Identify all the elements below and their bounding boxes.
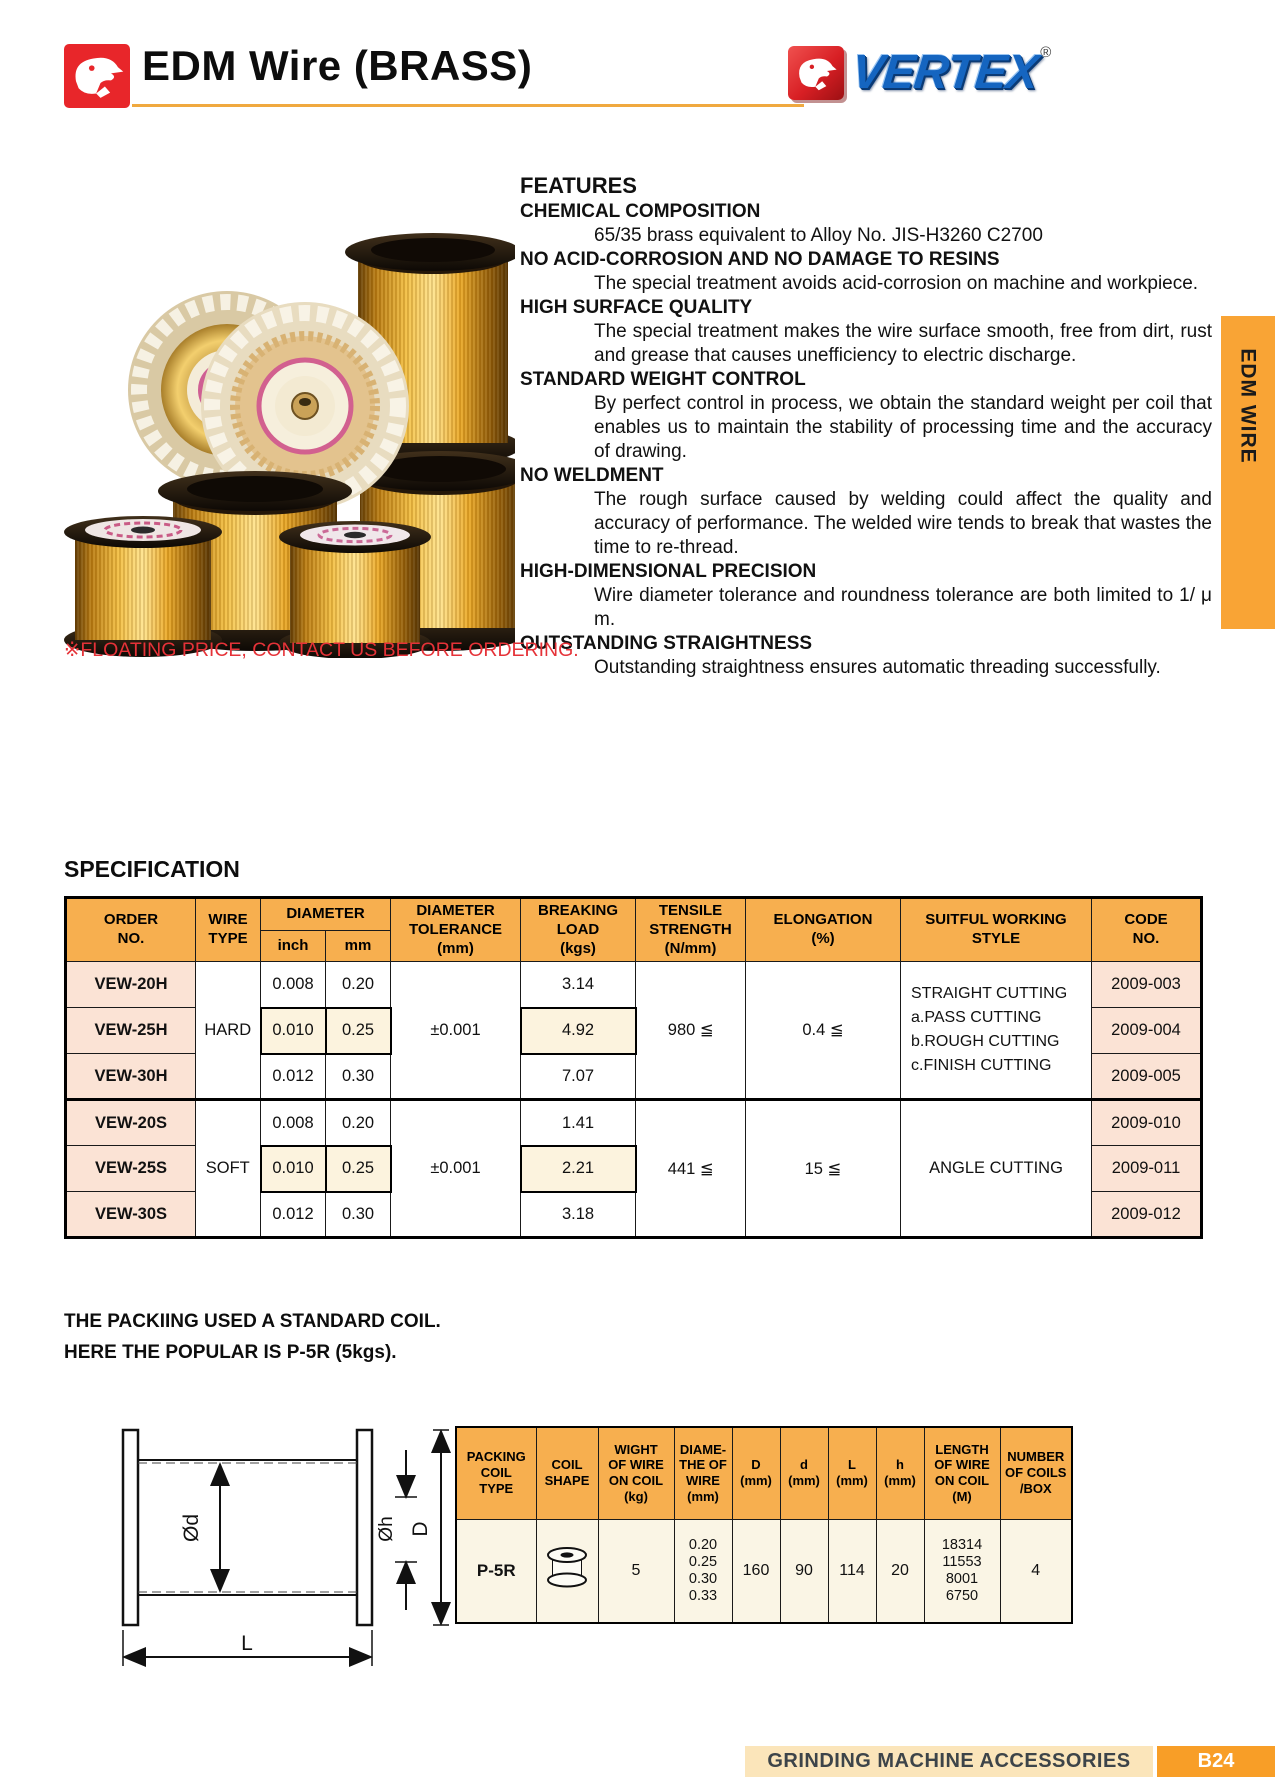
feature-body: Outstanding straightness ensures automatic threading successfully. [594,657,1161,678]
title-underline [132,104,804,107]
dim-label-hole-height: Øh [376,1516,397,1542]
col-wire-diameter: DIAME- THE OF WIRE (mm) [674,1427,732,1519]
packing-table [455,1426,1073,1624]
features-heading: FEATURES [520,173,637,198]
col-d: d (mm) [780,1427,828,1519]
dia-mm: 0.20 [326,1100,391,1146]
spool-left [64,516,222,657]
dim-label-flange-diameter: D [409,1521,432,1537]
breaking-load: 4.92 [521,1008,636,1054]
col-L: L (mm) [828,1427,876,1519]
table-row [456,1519,1072,1623]
col-tensile: TENSILE STRENGTH (N/mm) [636,898,746,962]
col-wire-type: WIRE TYPE [196,898,261,962]
wire-type: SOFT [196,1100,261,1238]
col-diameter: DIAMETER [261,898,391,931]
feature-body: The rough surface caused by welding could affect the quality and accuracy of performance. The welded wire tends to break that wastes the time to re-thread. [594,489,1212,558]
dia-mm: 0.25 [326,1146,391,1192]
col-order: ORDER NO. [66,898,196,962]
col-mm: mm [326,930,391,962]
footer-category-bar [745,1746,1153,1777]
dia-inch: 0.008 [261,1100,326,1146]
order-no: VEW-30H [66,1054,196,1100]
feature-title: HIGH-DIMENSIONAL PRECISION [520,561,817,582]
code-no: 2009-011 [1092,1146,1202,1192]
code-no: 2009-004 [1092,1008,1202,1054]
dim-label-inner-diameter: Ød [180,1513,203,1543]
col-working-style: SUITFUL WORKING STYLE [901,898,1092,962]
dia-inch: 0.012 [261,1054,326,1100]
features-section [520,172,1212,680]
order-no: VEW-25S [66,1146,196,1192]
dia-inch: 0.010 [261,1146,326,1192]
working-style: STRAIGHT CUTTING a.PASS CUTTING b.ROUGH CUTTING c.FINISH CUTTING [901,962,1092,1100]
tolerance: ±0.001 [391,962,521,1100]
side-tab-edm-wire [1221,316,1275,629]
brand-name: VERTEX [849,46,1041,99]
breaking-load: 7.07 [521,1054,636,1100]
col-D: D (mm) [732,1427,780,1519]
feature-title: CHEMICAL COMPOSITION [520,201,761,222]
feature-title: STANDARD WEIGHT CONTROL [520,369,806,390]
eagle-icon-graphic [69,49,125,103]
col-h: h (mm) [876,1427,924,1519]
elongation: 0.4 ≦ [746,962,901,1100]
footer-page-number [1157,1746,1275,1777]
col-weight: WIGHT OF WIRE ON COIL (kg) [598,1427,674,1519]
spool-icon [536,1519,598,1623]
order-no: VEW-25H [66,1008,196,1054]
col-elongation: ELONGATION (%) [746,898,901,962]
feature-title: HIGH SURFACE QUALITY [520,297,753,318]
packing-note-line1: THE PACKIING USED A STANDARD COIL. [64,1311,441,1332]
order-no: VEW-20H [66,962,196,1008]
dia-mm: 0.25 [326,1008,391,1054]
footer-category-label: GRINDING MACHINE ACCESSORIES [767,1750,1131,1772]
feature-body: Wire diameter tolerance and roundness tolerance are both limited to 1/ μ m. [594,585,1212,630]
elongation: 15 ≦ [746,1100,901,1238]
tensile-strength: 980 ≦ [636,962,746,1100]
order-no: VEW-20S [66,1100,196,1146]
col-inch: inch [261,930,326,962]
col-wire-length: LENGTH OF WIRE ON COIL (M) [924,1427,1000,1519]
dia-mm: 0.30 [326,1192,391,1238]
page-number: B24 [1197,1750,1235,1772]
code-no: 2009-003 [1092,962,1202,1008]
code-no: 2009-012 [1092,1192,1202,1238]
code-no: 2009-010 [1092,1100,1202,1146]
col-code: CODE NO. [1092,898,1202,962]
table-row [66,1100,1202,1146]
breaking-load: 3.18 [521,1192,636,1238]
floating-price-notice: ※FLOATING PRICE, CONTACT US BEFORE ORDERING. [64,639,579,661]
dim-h: 20 [876,1519,924,1623]
dim-label-length: L [241,1632,253,1655]
coil-weight: 5 [598,1519,674,1623]
dim-D: 160 [732,1519,780,1623]
brand-eagle-icon [788,46,844,100]
feature-title: NO WELDMENT [520,465,664,486]
breaking-load: 1.41 [521,1100,636,1146]
specification-heading: SPECIFICATION [64,856,240,882]
dia-inch: 0.012 [261,1192,326,1238]
working-style: ANGLE CUTTING [901,1100,1092,1238]
col-breaking-load: BREAKING LOAD (kgs) [521,898,636,962]
registered-mark: ® [1040,44,1052,61]
col-tolerance: DIAMETER TOLERANCE (mm) [391,898,521,962]
coil-dimension-diagram [95,1412,455,1722]
packing-note-line2: HERE THE POPULAR IS P-5R (5kgs). [64,1342,397,1363]
order-no: VEW-30S [66,1192,196,1238]
specification-table [64,896,1203,1239]
code-no: 2009-005 [1092,1054,1202,1100]
feature-title: NO ACID-CORROSION AND NO DAMAGE TO RESINS [520,249,1000,270]
col-packing-type: PACKING COIL TYPE [456,1427,536,1519]
feature-body: The special treatment makes the wire surface smooth, free from dirt, rust and grease that causes unefficiency to electric discharge. [594,321,1212,366]
breaking-load: 3.14 [521,962,636,1008]
wire-type: HARD [196,962,261,1100]
tensile-strength: 441 ≦ [636,1100,746,1238]
tolerance: ±0.001 [391,1100,521,1238]
dia-inch: 0.008 [261,962,326,1008]
dia-mm: 0.20 [326,962,391,1008]
feature-body: 65/35 brass equivalent to Alloy No. JIS-H3260 C2700 [594,225,1043,246]
packing-note [64,1306,441,1368]
page-title: EDM Wire (BRASS) [142,42,533,89]
dia-mm: 0.30 [326,1054,391,1100]
feature-body: By perfect control in process, we obtain the standard weight per coil that enables us to maintain the stability of processing time and the accuracy of drawing. [594,393,1212,462]
coils-per-box: 4 [1000,1519,1072,1623]
dia-inch: 0.010 [261,1008,326,1054]
brand-logo [788,46,1051,100]
packing-type: P-5R [456,1519,536,1623]
breaking-load: 2.21 [521,1146,636,1192]
table-row [66,962,1202,1008]
col-coils-per-box: NUMBER OF COILS /BOX [1000,1427,1072,1519]
product-photo-brass-wire-spools [55,178,515,658]
feature-title: OUTSTANDING STRAIGHTNESS [520,633,813,654]
eagle-icon [64,44,130,108]
wire-lengths: 18314 11553 8001 6750 [924,1519,1000,1623]
side-tab-label: EDM WIRE [1237,348,1261,464]
dim-d: 90 [780,1519,828,1623]
col-coil-shape: COIL SHAPE [536,1427,598,1519]
feature-body: The special treatment avoids acid-corrosion on machine and workpiece. [594,273,1199,294]
wire-diameters: 0.20 0.25 0.30 0.33 [674,1519,732,1623]
dim-L: 114 [828,1519,876,1623]
